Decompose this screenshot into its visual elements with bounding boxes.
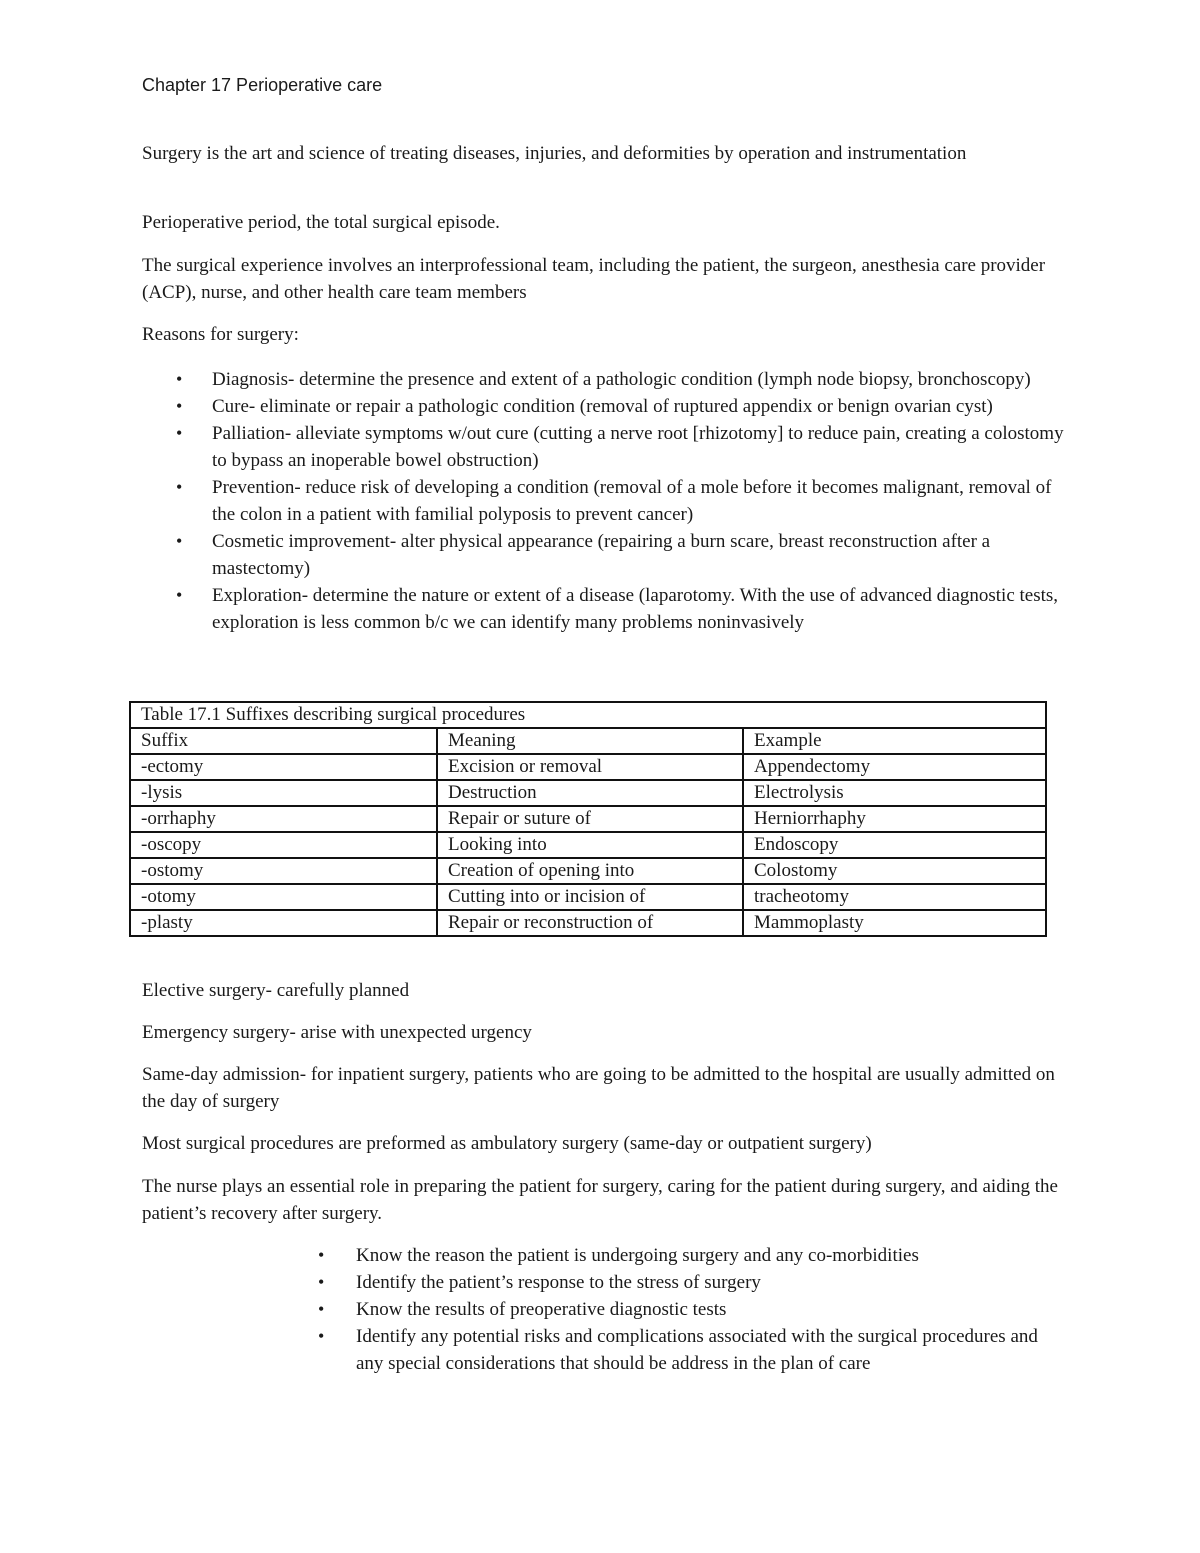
emergency-surgery-text: Emergency surgery- arise with unexpected urgency [142,1022,532,1043]
same-day-admission-text: Same-day admission- for inpatient surgery, patients who are going to be admitted to the hospital are usually admitted on the day of surgery [142,1064,1055,1112]
table-cell: Herniorrhaphy [743,806,1046,832]
table-cell: Excision or removal [437,754,743,780]
suffix-table [129,701,1047,937]
table-cell: Colostomy [743,858,1046,884]
list-item: • Diagnosis- determine the presence and extent of a pathologic condition (lymph node biopsy, bronchoscopy) [212,366,1072,393]
bullet-icon: • [318,1299,325,1319]
column-header: Example [743,728,1046,754]
bullet-icon: • [176,531,183,551]
bullet-icon: • [176,396,183,416]
table-row [130,910,1046,936]
reasons-heading: Reasons for surgery: [142,324,299,345]
table-caption: Table 17.1 Suffixes describing surgical procedures [130,702,1046,728]
nurse-role-text: The nurse plays an essential role in preparing the patient for surgery, caring for the patient during surgery, and aiding the patient’s recovery after surgery. [142,1176,1058,1224]
table-cell: -otomy [130,884,437,910]
table-row [130,832,1046,858]
list-item: • Know the reason the patient is undergoing surgery and any co-morbidities [356,1242,1056,1269]
list-item: • Know the results of preoperative diagnostic tests [356,1296,1056,1323]
table-cell: tracheotomy [743,884,1046,910]
surgical-team-text: The surgical experience involves an interprofessional team, including the patient, the surgeon, anesthesia care provider (ACP), nurse, and other health care team members [142,255,1046,303]
bullet-icon: • [318,1272,325,1292]
bullet-icon: • [176,477,183,497]
bullet-icon: • [176,423,183,443]
table-cell: -ostomy [130,858,437,884]
table-row [130,780,1046,806]
table-header-row [130,728,1046,754]
table-cell: Creation of opening into [437,858,743,884]
column-header: Meaning [437,728,743,754]
perioperative-period-text: Perioperative period, the total surgical episode. [142,212,500,233]
table-cell: Repair or reconstruction of [437,910,743,936]
list-item: • Prevention- reduce risk of developing a condition (removal of a mole before it becomes malignant, removal of the colon in a patient with familial polyposis to prevent cancer) [212,474,1072,528]
bullet-icon: • [176,585,183,605]
table-cell: -plasty [130,910,437,936]
ambulatory-surgery-text: Most surgical procedures are preformed as ambulatory surgery (same-day or outpatient surgery) [142,1133,872,1154]
table-cell: -ectomy [130,754,437,780]
table-cell: Repair or suture of [437,806,743,832]
table-row [130,806,1046,832]
chapter-title: Chapter 17 Perioperative care [142,75,383,95]
table-cell: Cutting into or incision of [437,884,743,910]
bullet-icon: • [318,1245,325,1265]
list-item: • Cure- eliminate or repair a pathologic condition (removal of ruptured appendix or benign ovarian cyst) [212,393,1072,420]
bullet-icon: • [176,369,183,389]
list-item: • Identify any potential risks and complications associated with the surgical procedures and any special considerations that should be address in the plan of care [356,1323,1056,1377]
table-cell: -oscopy [130,832,437,858]
list-item: • Cosmetic improvement- alter physical appearance (repairing a burn scare, breast reconstruction after a mastectomy) [212,528,1072,582]
table-cell: Destruction [437,780,743,806]
table-cell: -lysis [130,780,437,806]
table-cell: -orrhaphy [130,806,437,832]
list-item: • Exploration- determine the nature or extent of a disease (laparotomy. With the use of advanced diagnostic tests, exploration is less common b/c we can identify many problems noninvasively [212,582,1072,636]
table-caption-row [130,702,1046,728]
table-row [130,858,1046,884]
column-header: Suffix [130,728,437,754]
table-row [130,884,1046,910]
table-cell: Endoscopy [743,832,1046,858]
table-cell: Electrolysis [743,780,1046,806]
surgery-definition: Surgery is the art and science of treating diseases, injuries, and deformities by operation and instrumentation [142,143,967,164]
elective-surgery-text: Elective surgery- carefully planned [142,980,410,1001]
bullet-icon: • [318,1326,325,1346]
table-cell: Looking into [437,832,743,858]
table-row [130,754,1046,780]
table-cell: Mammoplasty [743,910,1046,936]
nurse-tasks-list [318,1242,1056,1377]
list-item: • Identify the patient’s response to the stress of surgery [356,1269,1056,1296]
reasons-list [176,366,1072,636]
table-cell: Appendectomy [743,754,1046,780]
list-item: • Palliation- alleviate symptoms w/out cure (cutting a nerve root [rhizotomy] to reduce pain, creating a colostomy to bypass an inoperable bowel obstruction) [212,420,1072,474]
